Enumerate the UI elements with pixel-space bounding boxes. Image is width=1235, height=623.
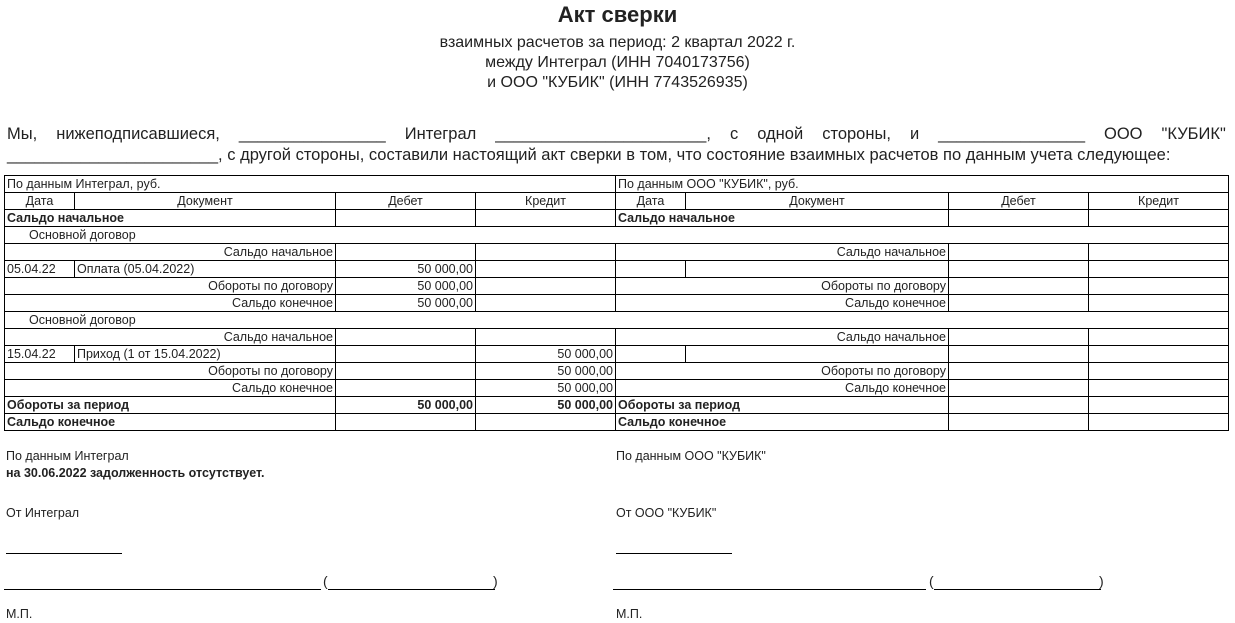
cell xyxy=(336,363,476,380)
reconciliation-table xyxy=(4,175,1229,431)
intro-word: стороны, xyxy=(822,125,891,143)
contract-turnover-label: Обороты по договору xyxy=(616,363,949,380)
cell xyxy=(686,346,949,363)
col-credit-header: Кредит xyxy=(476,193,616,210)
cell xyxy=(1089,295,1229,312)
intro-line-1 xyxy=(7,124,1226,145)
cell xyxy=(1089,244,1229,261)
party2-line: и ООО "КУБИК" (ИНН 7743526935) xyxy=(487,74,748,91)
contract-closing-row xyxy=(5,295,1229,312)
col-debit-header: Дебет xyxy=(949,193,1089,210)
total-debit: 50 000,00 xyxy=(336,397,476,414)
opening-balance-row xyxy=(5,210,1229,227)
right-paren-close: ) xyxy=(1099,573,1104,589)
cell xyxy=(1089,278,1229,295)
intro-blank: _______________________, xyxy=(495,125,711,143)
intro-word: одной xyxy=(757,125,804,143)
left-name-line xyxy=(328,589,495,590)
left-side-header: По данным Интеграл, руб. xyxy=(5,176,616,193)
cell xyxy=(336,414,476,431)
intro-word: Мы, xyxy=(7,125,38,143)
cell xyxy=(1089,414,1229,431)
contract-turnover-label: Обороты по договору xyxy=(5,278,336,295)
intro-line-2: _______________________, с другой стороны, составили настоящий акт сверки в том, что состояние взаимных расчетов по данным учета следующее: xyxy=(7,146,1171,164)
contract-closing-row xyxy=(5,380,1229,397)
contract-opening-row xyxy=(5,329,1229,346)
right-side-header: По данным ООО "КУБИК", руб. xyxy=(616,176,1229,193)
cell xyxy=(949,380,1089,397)
contract-turnover-label: Обороты по договору xyxy=(616,278,949,295)
cell xyxy=(616,346,686,363)
left-from-label: От Интеграл xyxy=(6,506,80,520)
cell xyxy=(949,414,1089,431)
left-signature-line xyxy=(4,589,321,590)
cell xyxy=(1089,397,1229,414)
period-turnover-row xyxy=(5,397,1229,414)
period-turnover-label: Обороты за период xyxy=(616,397,949,414)
intro-word: с xyxy=(729,125,739,143)
contract-turnover-label: Обороты по договору xyxy=(5,363,336,380)
cell xyxy=(476,278,616,295)
contract-name: Основной договор xyxy=(5,312,1229,329)
period-turnover-label: Обороты за период xyxy=(5,397,336,414)
opening-balance-label: Сальдо начальное xyxy=(616,210,949,227)
cell xyxy=(1089,363,1229,380)
left-stamp-label: М.П. xyxy=(6,607,33,621)
cell xyxy=(686,261,949,278)
right-position-line xyxy=(616,553,732,554)
right-stamp-label: М.П. xyxy=(616,607,643,621)
cell xyxy=(949,363,1089,380)
cell xyxy=(476,261,616,278)
cell xyxy=(336,329,476,346)
cell xyxy=(616,261,686,278)
cell xyxy=(336,346,476,363)
cell xyxy=(336,380,476,397)
col-debit-header: Дебет xyxy=(336,193,476,210)
party1-line: между Интеграл (ИНН 7040173756) xyxy=(485,54,750,71)
cell xyxy=(949,244,1089,261)
cell xyxy=(949,397,1089,414)
contract-opening-label: Сальдо начальное xyxy=(616,244,949,261)
cell xyxy=(949,346,1089,363)
intro-word: ООО xyxy=(1104,125,1143,143)
left-position-line xyxy=(6,553,122,554)
cell xyxy=(476,210,616,227)
cell xyxy=(476,414,616,431)
left-by-data-label: По данным Интеграл xyxy=(6,449,129,463)
intro-word: "КУБИК" xyxy=(1161,125,1226,143)
contract-opening-label: Сальдо начальное xyxy=(5,329,336,346)
left-debt-statement: на 30.06.2022 задолженность отсутствует. xyxy=(6,466,265,480)
closing-credit: 50 000,00 xyxy=(476,380,616,397)
contract-closing-label: Сальдо конечное xyxy=(616,380,949,397)
period-line: взаимных расчетов за период: 2 квартал 2022 г. xyxy=(439,34,796,51)
closing-balance-label: Сальдо конечное xyxy=(616,414,949,431)
cell xyxy=(949,278,1089,295)
cell xyxy=(949,210,1089,227)
cell xyxy=(949,261,1089,278)
contract-opening-row xyxy=(5,244,1229,261)
column-header-row xyxy=(5,193,1229,210)
contract-row xyxy=(5,312,1229,329)
table-header-row xyxy=(5,176,1229,193)
intro-paragraph xyxy=(7,124,1226,166)
entry-date: 05.04.22 xyxy=(5,261,75,278)
right-by-data-label: По данным ООО "КУБИК" xyxy=(616,449,766,463)
total-credit: 50 000,00 xyxy=(476,397,616,414)
intro-blank: ________________ xyxy=(238,125,386,143)
contract-turnover-row xyxy=(5,363,1229,380)
cell xyxy=(949,329,1089,346)
left-paren-open: ( xyxy=(323,573,328,589)
opening-balance-label: Сальдо начальное xyxy=(5,210,336,227)
contract-closing-label: Сальдо конечное xyxy=(616,295,949,312)
closing-debit: 50 000,00 xyxy=(336,295,476,312)
contract-closing-label: Сальдо конечное xyxy=(5,380,336,397)
entry-date: 15.04.22 xyxy=(5,346,75,363)
intro-org1: Интеграл xyxy=(404,125,477,143)
turnover-debit: 50 000,00 xyxy=(336,278,476,295)
closing-balance-label: Сальдо конечное xyxy=(5,414,336,431)
intro-word: и xyxy=(909,125,920,143)
entry-document: Оплата (05.04.2022) xyxy=(75,261,336,278)
intro-blank: ________________ xyxy=(938,125,1085,143)
col-doc-header: Документ xyxy=(75,193,336,210)
cell xyxy=(476,329,616,346)
right-from-label: От ООО "КУБИК" xyxy=(616,506,717,520)
table-row xyxy=(5,261,1229,278)
document-title: Акт сверки xyxy=(557,2,678,27)
turnover-credit: 50 000,00 xyxy=(476,363,616,380)
entry-document: Приход (1 от 15.04.2022) xyxy=(75,346,336,363)
col-date-header: Дата xyxy=(5,193,75,210)
contract-opening-label: Сальдо начальное xyxy=(5,244,336,261)
cell xyxy=(949,295,1089,312)
right-name-line xyxy=(934,589,1101,590)
contract-name: Основной договор xyxy=(5,227,1229,244)
contract-turnover-row xyxy=(5,278,1229,295)
cell xyxy=(476,295,616,312)
closing-balance-row xyxy=(5,414,1229,431)
cell xyxy=(1089,380,1229,397)
right-signature-line xyxy=(613,589,926,590)
col-credit-header: Кредит xyxy=(1089,193,1229,210)
cell xyxy=(1089,329,1229,346)
left-paren-close: ) xyxy=(493,573,498,589)
contract-closing-label: Сальдо конечное xyxy=(5,295,336,312)
cell xyxy=(336,210,476,227)
table-row xyxy=(5,346,1229,363)
entry-credit: 50 000,00 xyxy=(476,346,616,363)
right-paren-open: ( xyxy=(929,573,934,589)
col-doc-header: Документ xyxy=(686,193,949,210)
contract-opening-label: Сальдо начальное xyxy=(616,329,949,346)
cell xyxy=(1089,261,1229,278)
cell xyxy=(336,244,476,261)
cell xyxy=(1089,346,1229,363)
contract-row xyxy=(5,227,1229,244)
intro-word: нижеподписавшиеся, xyxy=(56,125,220,143)
cell xyxy=(1089,210,1229,227)
entry-debit: 50 000,00 xyxy=(336,261,476,278)
col-date-header: Дата xyxy=(616,193,686,210)
cell xyxy=(476,244,616,261)
